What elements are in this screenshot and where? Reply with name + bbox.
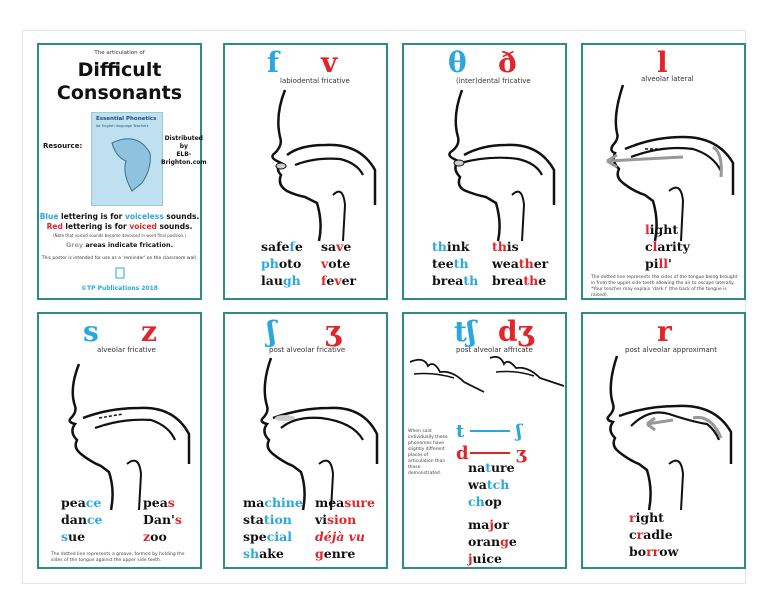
symbol-voiceless: f xyxy=(267,46,280,79)
legend-note: (Note that voiced sounds become devoiced in word final position.) xyxy=(53,233,186,238)
example-words-voiceless: think teeth breath xyxy=(432,239,479,288)
side-note: When said individually these phonemes have slightly different places of articulation than those demonstrated. xyxy=(408,429,448,476)
card-r xyxy=(581,312,746,569)
card-theta-eth xyxy=(402,43,567,300)
two-head-profiles-icon xyxy=(404,352,569,432)
articulation-label: alveolar lateral xyxy=(641,75,694,83)
symbol-voiceless: θ xyxy=(448,46,467,79)
distributor-block: Distributed by ELB-Brighton.com xyxy=(161,135,207,166)
legend-grey: Grey areas indicate frication. xyxy=(65,241,174,249)
example-words-voiced: measure vision déjà vu genre xyxy=(315,495,375,561)
sh-symbol: ʃ xyxy=(516,421,522,442)
title-small: The articulation of xyxy=(94,50,145,56)
zh-symbol: ʒ xyxy=(516,443,527,464)
example-words-voiceless: safefe photo laugh xyxy=(261,239,303,288)
card-f-v xyxy=(223,43,388,300)
card-sh-zh xyxy=(223,312,388,569)
articulation-label: alveolar fricative xyxy=(97,346,156,354)
head-profile-icon xyxy=(404,45,569,245)
card-note: The dotted line represents the sides of the tongue being brought in from the upper side teeth allowing the air to escape laterally. *Your teacher may explain 'dark l' (the back of the tongue is raised). xyxy=(591,275,738,298)
book-title: Essential Phonetics xyxy=(96,116,157,122)
symbol-voiceless: ʃ xyxy=(267,315,277,348)
head-profile-icon xyxy=(39,314,204,514)
symbol-voiced: ð xyxy=(498,46,517,79)
example-words-voiced: save vote fever xyxy=(321,239,357,288)
book-head-icon xyxy=(92,113,162,205)
symbol-voiced: l xyxy=(657,46,668,79)
example-words-voiceless: machine station special shake xyxy=(243,495,303,561)
arrow-blue xyxy=(470,430,510,432)
book-subtitle: for English language Teachers xyxy=(96,124,149,128)
example-words-voiced: this weather breathe xyxy=(492,239,549,288)
t-symbol: t xyxy=(456,421,465,442)
example-words-voiced: peas Dan's zoo xyxy=(143,495,182,544)
symbol-voiced: ʒ xyxy=(325,315,341,348)
card-l xyxy=(581,43,746,300)
title-card xyxy=(37,43,207,300)
head-profile-icon xyxy=(225,314,390,514)
legend-red: Red lettering is for voiced sounds. xyxy=(46,222,193,231)
logo-icon xyxy=(115,267,125,279)
poster-note: This poster is intended for use as a 'reminder' on the classroom wall. xyxy=(41,256,198,261)
articulation-label: post alveolar affricate xyxy=(456,346,533,354)
title-line-2: Consonants xyxy=(56,82,183,104)
head-profile-icon xyxy=(225,45,390,245)
symbol-voiceless: s xyxy=(83,315,99,348)
card-s-z xyxy=(37,312,202,569)
publisher-label: ©TP Publications 2018 xyxy=(81,285,158,292)
symbol-voiced: r xyxy=(657,315,672,348)
arrow-red xyxy=(470,452,510,454)
legend-blue: Blue lettering is for voiceless sounds. xyxy=(39,212,200,221)
example-words: right cradle borrow xyxy=(629,510,679,559)
example-words: light clarity pill' xyxy=(645,222,690,271)
symbol-voiceless: tʃ xyxy=(454,315,477,348)
symbol-voiced: z xyxy=(141,315,157,348)
head-profile-icon xyxy=(583,314,748,514)
symbol-voiced: dʒ xyxy=(498,315,534,348)
articulation-label: (inter)dental fricative xyxy=(456,77,531,85)
articulation-label: post alveolar fricative xyxy=(269,346,346,354)
card-ch-j xyxy=(402,312,567,569)
articulation-label: post alveolar approximant xyxy=(625,346,717,354)
resource-label: Resource: xyxy=(43,142,83,150)
articulation-label: labiodental fricative xyxy=(280,77,350,85)
head-profile-icon xyxy=(583,45,748,245)
title-line-1: Difficult xyxy=(77,59,162,81)
symbol-voiced: v xyxy=(321,46,338,79)
card-note: The dotted line represents a groove, formed by holding the sides of the tongue against the upper side teeth. xyxy=(51,552,185,563)
d-symbol: d xyxy=(456,443,469,464)
example-words: nature watch chop major orange juice xyxy=(468,460,517,566)
example-words-voiceless: peace dance sue xyxy=(61,495,103,544)
book-cover-image xyxy=(91,112,163,206)
